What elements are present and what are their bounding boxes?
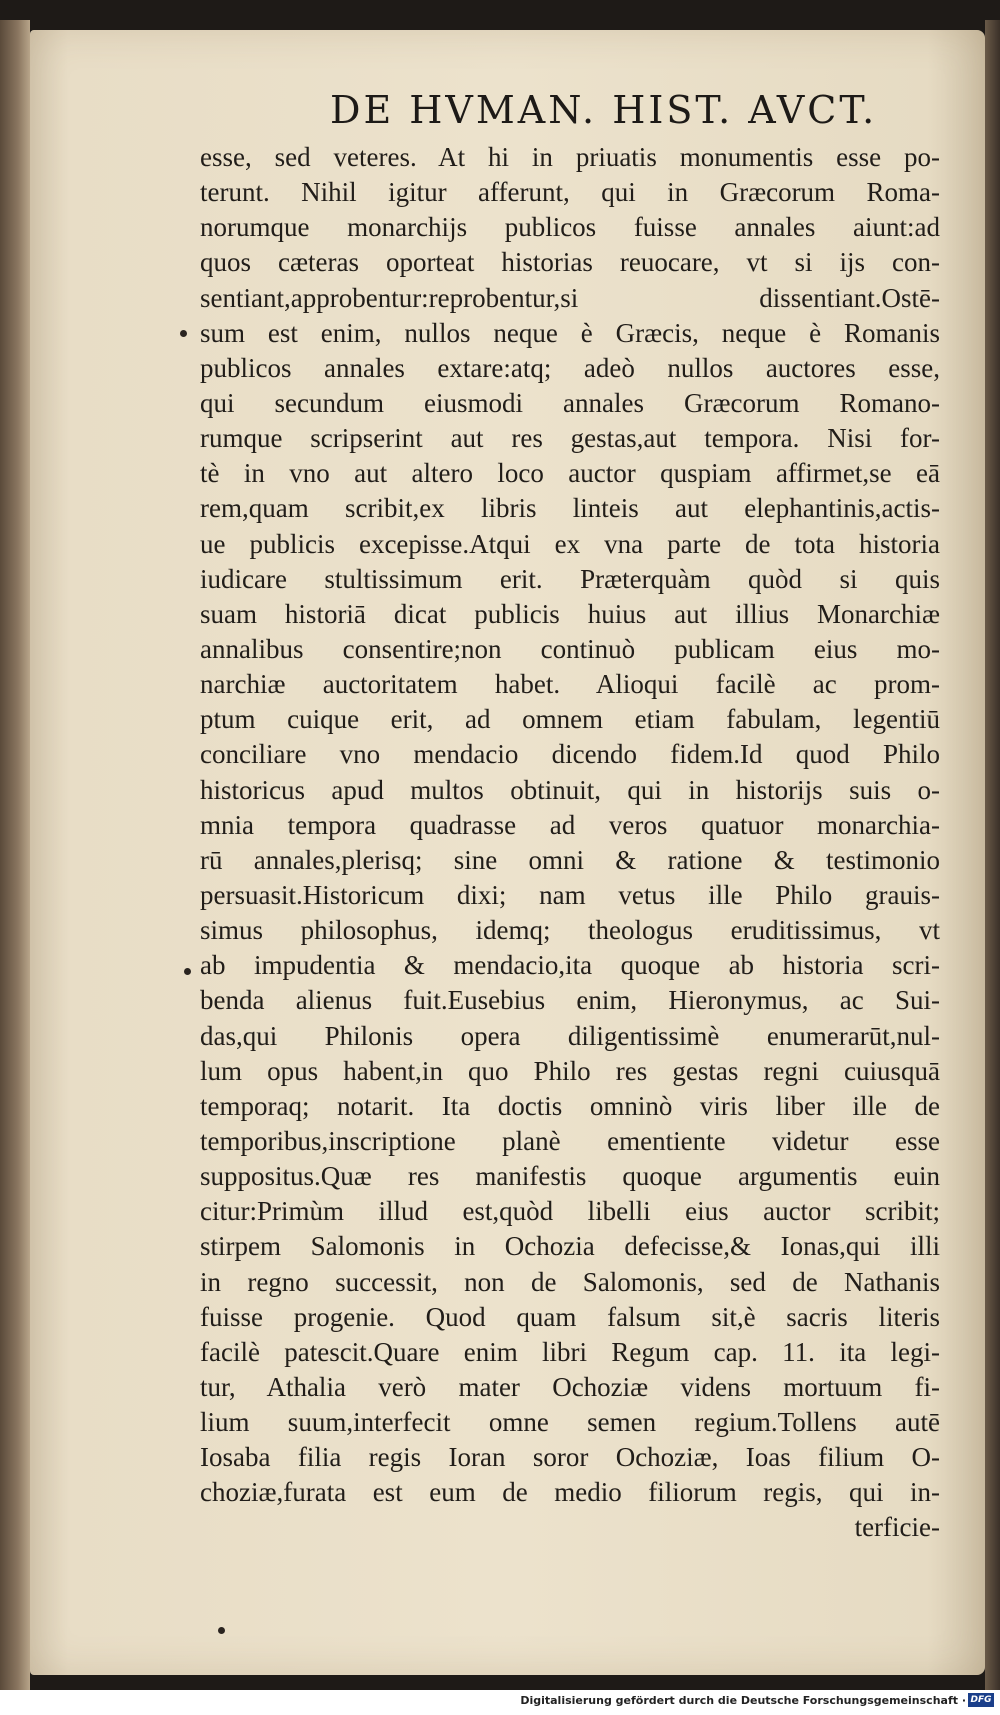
text-line: simus philosophus, idemq; theologus eruditissimus, vt: [200, 915, 940, 946]
text-line: ue publicis excepisse.Atqui ex vna parte de tota historia: [200, 528, 940, 559]
text-line: mnia tempora quadrasse ad veros quatuor monarchia-: [200, 809, 940, 840]
margin-mark: [180, 330, 187, 337]
text-line: sum est enim, nullos neque è Græcis, neque è Romanis: [200, 317, 940, 348]
text-line: lium suum,interfecit omne semen regium.Tollens autē: [200, 1407, 940, 1438]
digitization-credit: Digitalisierung gefördert durch die Deutsche Forschungsgemeinschaft ·: [520, 1694, 966, 1707]
text-line: ptum cuique erit, ad omnem etiam fabulam, legentiū: [200, 704, 940, 735]
text-line: quos cæteras oporteat historias reuocare, vt si ijs con-: [200, 247, 940, 278]
text-line: narchiæ auctoritatem habet. Alioqui facilè ac prom-: [200, 669, 940, 700]
text-line: rū annales,plerisq; sine omni & ratione & testimonio: [200, 844, 940, 875]
text-line: facilè patescit.Quare enim libri Regum cap. 11. ita legi-: [200, 1336, 940, 1367]
text-line: stirpem Salomonis in Ochozia defecisse,& Ionas,qui illi: [200, 1231, 940, 1262]
text-line: publicos annales extare:atq; adeò nullos auctores esse,: [200, 352, 940, 383]
text-line: iudicare stultissimum erit. Præterquàm quòd si quis: [200, 563, 940, 594]
text-line: citur:Primùm illud est,quòd libelli eius auctor scribit;: [200, 1196, 940, 1227]
page-edge: [985, 20, 1000, 1690]
text-line: sentiant,approbentur:reprobentur,si dissentiant.Ostē-: [200, 282, 940, 313]
text-line: fuisse progenie. Quod quam falsum sit,è sacris literis: [200, 1301, 940, 1332]
text-line: tur, Athalia verò mater Ochoziæ videns mortuum fi-: [200, 1371, 940, 1402]
margin-mark: [184, 968, 191, 975]
text-line: terunt. Nihil igitur afferunt, qui in Græcorum Roma-: [200, 177, 940, 208]
text-line: benda alienus fuit.Eusebius enim, Hieronymus, ac Sui-: [200, 985, 940, 1016]
text-line: annalibus consentire;non continuò publicam eius mo-: [200, 633, 940, 664]
text-line: lum opus habent,in quo Philo res gestas regni cuiusquā: [200, 1055, 940, 1086]
text-line: suppositus.Quæ res manifestis quoque argumentis euin: [200, 1161, 940, 1192]
margin-mark: [218, 1627, 225, 1634]
text-line: choziæ,furata est eum de medio filiorum regis, qui in-: [200, 1477, 940, 1508]
text-line: tè in vno aut altero loco auctor quspiam affirmet,se eā: [200, 458, 940, 489]
text-line: rumque scripserint aut res gestas,aut tempora. Nisi for-: [200, 423, 940, 454]
text-line: temporibus,inscriptione planè ementiente videtur esse: [200, 1125, 940, 1156]
text-line: conciliare vno mendacio dicendo fidem.Id quod Philo: [200, 739, 940, 770]
text-line: temporaq; notarit. Ita doctis omninò viris liber ille de: [200, 1090, 940, 1121]
text-line: das,qui Philonis opera diligentissimè enumerarūt,nul-: [200, 1020, 940, 1051]
text-line: norumque monarchijs publicos fuisse annales aiunt:ad: [200, 212, 940, 243]
dfg-logo: DFG: [968, 1693, 994, 1707]
text-line: esse, sed veteres. At hi in priuatis monumentis esse po-: [200, 142, 940, 172]
text-line: ab impudentia & mendacio,ita quoque ab historia scri-: [200, 950, 940, 981]
text-line: persuasit.Historicum dixi; nam vetus ille Philo grauis-: [200, 879, 940, 910]
text-line: Iosaba filia regis Ioran soror Ochoziæ, Ioas filium O-: [200, 1442, 940, 1473]
book-binding: [0, 20, 30, 1690]
body-text: [200, 140, 960, 1546]
text-line: qui secundum eiusmodi annales Græcorum Romano-: [200, 387, 940, 418]
running-head: DE HVMAN. HIST. AVCT.: [330, 88, 878, 132]
text-line: suam historiā dicat publicis huius aut illius Monarchiæ: [200, 598, 940, 629]
text-line: in regno successit, non de Salomonis, sed de Nathanis: [200, 1266, 940, 1297]
text-line: terficie-: [854, 1512, 940, 1543]
text-line: historicus apud multos obtinuit, qui in historijs suis o-: [200, 774, 940, 805]
text-line: rem,quam scribit,ex libris linteis aut elephantinis,actis-: [200, 493, 940, 524]
